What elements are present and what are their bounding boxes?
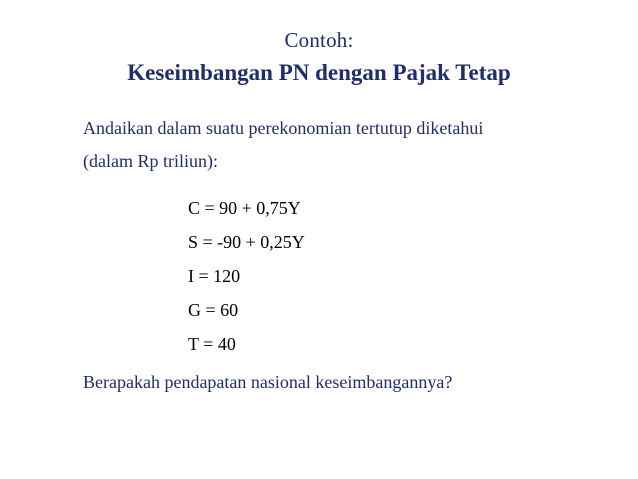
question-text: Berapakah pendapatan nasional keseimbangannya? [83, 372, 453, 392]
equation-saving: S = -90 + 0,25Y [188, 232, 305, 252]
equation-investment: I = 120 [188, 266, 241, 286]
intro-line-1: Andaikan dalam suatu perekonomian tertutup diketahui [83, 118, 484, 138]
slide-title: Keseimbangan PN dengan Pajak Tetap [127, 60, 511, 85]
slide-title-prefix: Contoh: [284, 28, 354, 52]
equation-government: G = 60 [188, 300, 239, 320]
equation-list [188, 197, 305, 367]
equation-tax: T = 40 [188, 334, 236, 354]
equation-consumption: C = 90 + 0,75Y [188, 198, 301, 218]
intro-line-2: (dalam Rp triliun): [83, 151, 218, 171]
